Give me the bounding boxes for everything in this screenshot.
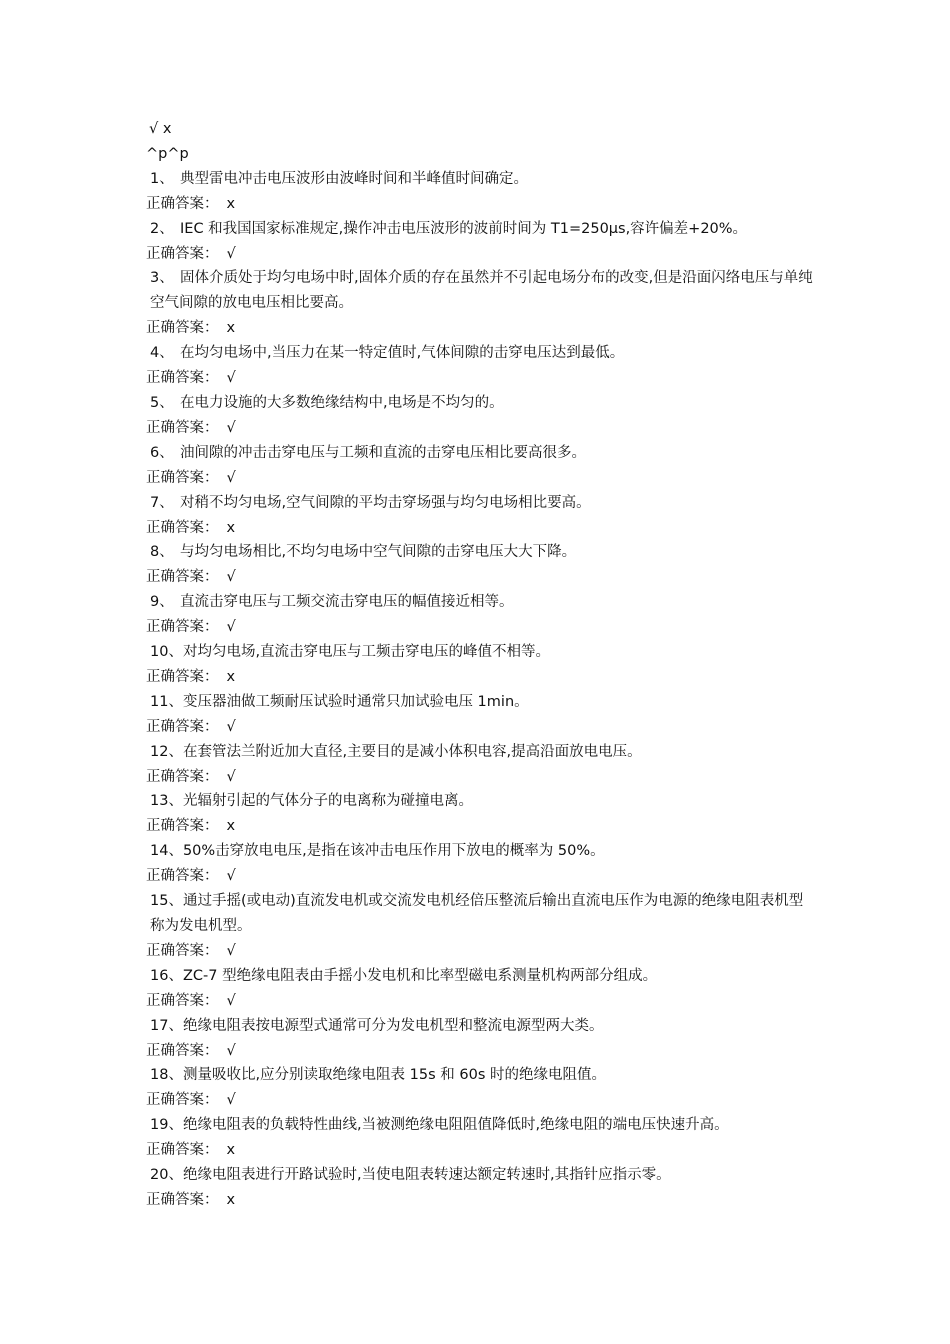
answer-line <box>146 516 816 541</box>
check-cross-marks: √ x <box>149 121 172 137</box>
answer-label: 正确答案： <box>146 569 219 586</box>
question-text: 在电力设施的大多数绝缘结构中,电场是不均匀的。 <box>180 394 504 411</box>
question-list <box>146 167 816 1213</box>
answer-value: x <box>226 320 236 337</box>
question-number: 14、 <box>150 843 183 860</box>
answer-line <box>146 242 816 267</box>
answer-value: x <box>226 818 236 835</box>
question-item <box>146 1014 815 1039</box>
answer-line <box>146 765 816 790</box>
question-text: 油间隙的冲击击穿电压与工频和直流的击穿电压相比要高很多。 <box>180 444 586 461</box>
question-item <box>146 1063 815 1088</box>
answer-value: x <box>226 668 236 685</box>
question-text: 典型雷电冲击电压波形由波峰时间和半峰值时间确定。 <box>180 170 528 187</box>
answer-line <box>146 864 816 889</box>
answer-label: 正确答案： <box>146 818 219 835</box>
question-number: 4、 <box>150 345 174 362</box>
question-item <box>146 391 815 416</box>
answer-value: √ <box>226 768 236 785</box>
answer-line <box>146 565 816 590</box>
answer-label: 正确答案： <box>146 1042 219 1059</box>
question-number: 5、 <box>150 394 174 411</box>
answer-label: 正确答案： <box>146 370 219 387</box>
question-text: 直流击穿电压与工频交流击穿电压的幅值接近相等。 <box>180 594 514 611</box>
question-number: 10、 <box>150 644 183 661</box>
answer-value: x <box>226 1142 236 1159</box>
answer-value: √ <box>226 370 236 387</box>
question-text: 在均匀电场中,当压力在某一特定值时,气体间隙的击穿电压达到最低。 <box>180 345 625 362</box>
answer-value: √ <box>226 245 236 262</box>
question-item <box>146 540 815 565</box>
answer-line <box>146 715 816 740</box>
question-item <box>146 341 815 366</box>
question-number: 11、 <box>150 693 183 710</box>
question-item <box>146 217 815 242</box>
answer-label: 正确答案： <box>146 768 219 785</box>
answer-label: 正确答案： <box>146 668 219 685</box>
question-number: 20、 <box>150 1167 183 1184</box>
question-number: 9、 <box>150 594 174 611</box>
answer-line <box>146 665 816 690</box>
answer-value: √ <box>226 1042 236 1059</box>
answer-value: √ <box>226 992 236 1009</box>
answer-line <box>146 989 816 1014</box>
question-text: IEC 和我国国家标准规定,操作冲击电压波形的波前时间为 T1=250μs,容许偏差+20%。 <box>180 220 748 237</box>
question-text: 绝缘电阻表按电源型式通常可分为发电机型和整流电源型两大类。 <box>182 1017 604 1034</box>
answer-label: 正确答案： <box>146 868 219 885</box>
answer-value: √ <box>226 619 236 636</box>
question-text: 与均匀电场相比,不均匀电场中空气间隙的击穿电压大大下降。 <box>180 544 577 561</box>
answer-label: 正确答案： <box>146 992 219 1009</box>
answer-line <box>146 366 816 391</box>
question-text: 对稍不均匀电场,空气间隙的平均击穿场强与均匀电场相比要高。 <box>180 494 591 511</box>
question-text: 固体介质处于均匀电场中时,固体介质的存在虽然并不引起电场分布的改变,但是沿面闪络电压与单纯空气间隙的放电电压相比要高。 <box>150 270 813 312</box>
answer-line <box>146 1088 816 1113</box>
question-text: 对均匀电场,直流击穿电压与工频击穿电压的峰值不相等。 <box>182 644 551 661</box>
question-number: 17、 <box>150 1017 183 1034</box>
question-item <box>146 690 815 715</box>
answer-label: 正确答案： <box>146 245 219 262</box>
answer-value: √ <box>226 868 236 885</box>
answer-label: 正确答案： <box>146 1142 219 1159</box>
question-text: ZC-7 型绝缘电阻表由手摇小发电机和比率型磁电系测量机构两部分组成。 <box>182 967 658 984</box>
question-number: 7、 <box>150 494 174 511</box>
question-item <box>146 839 815 864</box>
answer-label: 正确答案： <box>146 320 219 337</box>
question-number: 13、 <box>150 793 183 810</box>
answer-label: 正确答案： <box>146 519 219 536</box>
answer-line <box>146 1188 816 1213</box>
answer-value: x <box>226 519 236 536</box>
answer-value: √ <box>226 942 236 959</box>
answer-label: 正确答案： <box>146 469 219 486</box>
answer-line <box>146 939 816 964</box>
question-item <box>146 889 815 939</box>
question-text: 50%击穿放电电压,是指在该冲击电压作用下放电的概率为 50%。 <box>182 843 605 860</box>
answer-line <box>146 1039 816 1064</box>
answer-line <box>146 466 816 491</box>
question-item <box>146 590 815 615</box>
question-number: 6、 <box>150 444 174 461</box>
question-item <box>146 441 815 466</box>
question-item <box>146 167 815 192</box>
answer-line <box>146 316 816 341</box>
question-number: 12、 <box>150 743 183 760</box>
answer-label: 正确答案： <box>146 1092 219 1109</box>
question-number: 1、 <box>150 170 174 187</box>
question-number: 19、 <box>150 1117 183 1134</box>
question-number: 18、 <box>150 1067 183 1084</box>
caret-line: ^p^p <box>146 145 189 162</box>
answer-label: 正确答案： <box>146 1191 219 1208</box>
question-text: 绝缘电阻表的负载特性曲线,当被测绝缘电阻阻值降低时,绝缘电阻的端电压快速升高。 <box>182 1117 729 1134</box>
answer-value: √ <box>226 718 236 735</box>
answer-label: 正确答案： <box>146 718 219 735</box>
answer-line <box>146 192 816 217</box>
answer-value: x <box>226 1191 236 1208</box>
question-number: 16、 <box>150 967 183 984</box>
question-text: 绝缘电阻表进行开路试验时,当使电阻表转速达额定转速时,其指针应指示零。 <box>182 1167 671 1184</box>
question-item <box>146 1113 815 1138</box>
answer-line <box>146 814 816 839</box>
answer-label: 正确答案： <box>146 419 219 436</box>
question-item <box>146 491 815 516</box>
answer-value: √ <box>226 469 236 486</box>
answer-value: √ <box>226 569 236 586</box>
question-number: 8、 <box>150 544 174 561</box>
question-number: 15、 <box>150 893 183 910</box>
answer-label: 正确答案： <box>146 942 219 959</box>
question-item <box>146 640 815 665</box>
question-text: 通过手摇(或电动)直流发电机或交流发电机经倍压整流后输出直流电压作为电源的绝缘电阻表机型称为发电机型。 <box>150 893 804 934</box>
answer-value: √ <box>226 419 236 436</box>
question-item <box>146 266 815 316</box>
question-text: 测量吸收比,应分别读取绝缘电阻表 15s 和 60s 时的绝缘电阻值。 <box>182 1067 607 1084</box>
answer-value: x <box>226 195 236 212</box>
question-item <box>146 789 815 814</box>
answer-label: 正确答案： <box>146 619 219 636</box>
question-text: 变压器油做工频耐压试验时通常只加试验电压 1min。 <box>182 693 529 710</box>
question-item <box>146 740 815 765</box>
question-item <box>146 1163 815 1188</box>
question-number: 3、 <box>150 270 174 287</box>
question-item <box>146 964 815 989</box>
answer-value: √ <box>226 1092 236 1109</box>
answer-label: 正确答案： <box>146 195 219 212</box>
answer-line <box>146 416 816 441</box>
question-number: 2、 <box>150 220 174 237</box>
answer-line <box>146 615 816 640</box>
answer-line <box>146 1138 816 1163</box>
question-text: 在套管法兰附近加大直径,主要目的是减小体积电容,提高沿面放电电压。 <box>182 743 642 760</box>
question-text: 光辐射引起的气体分子的电离称为碰撞电离。 <box>182 793 473 810</box>
document-content <box>146 117 816 1213</box>
